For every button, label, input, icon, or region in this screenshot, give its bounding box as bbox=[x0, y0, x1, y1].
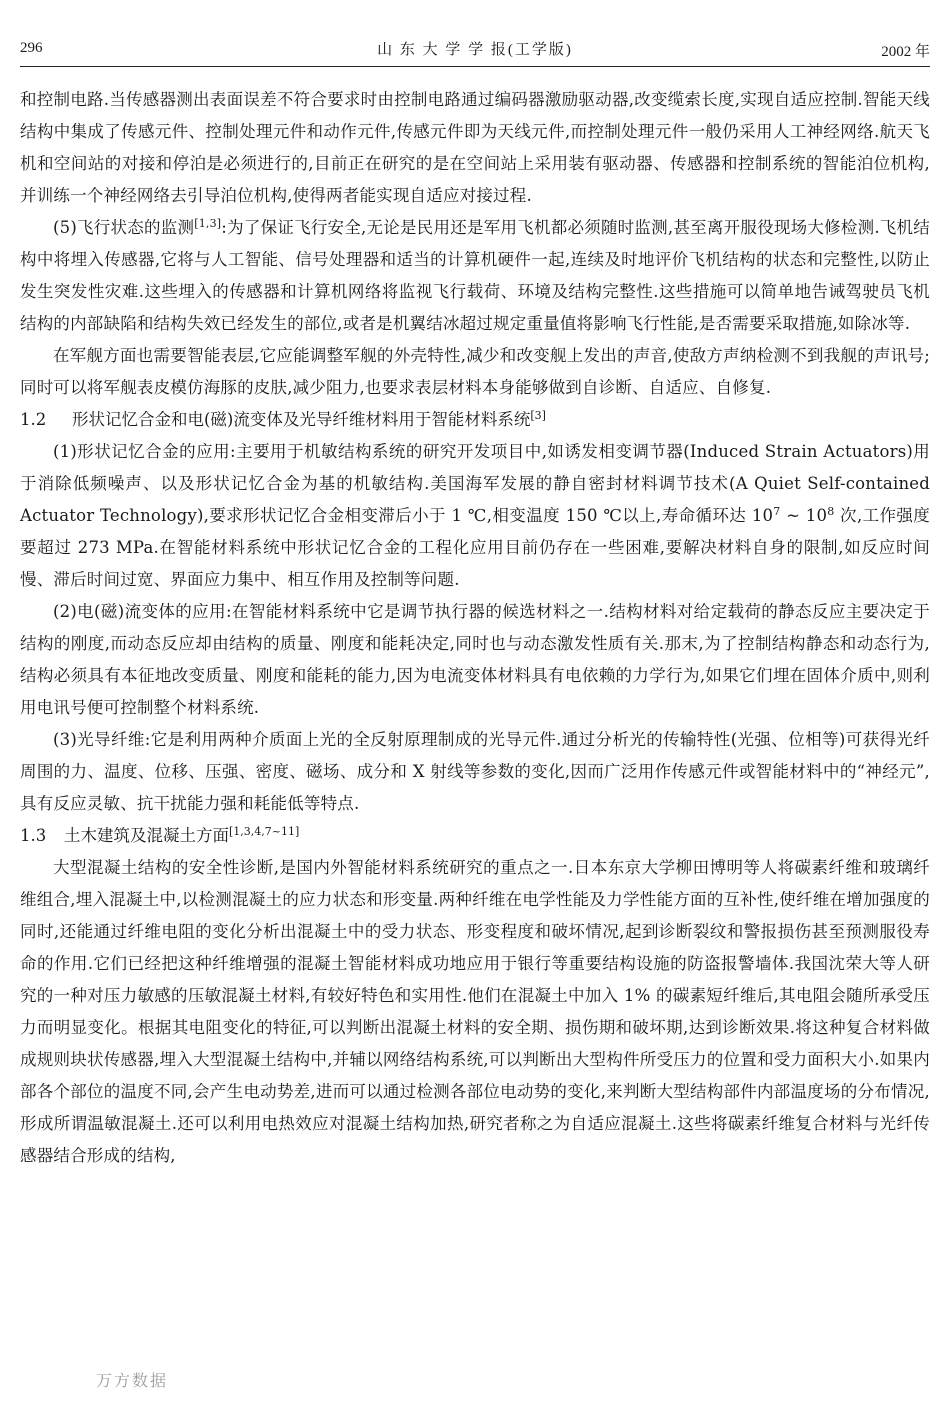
section-heading-1-3 bbox=[20, 820, 930, 852]
watermark: 万方数据 bbox=[96, 1371, 169, 1390]
section-heading-1-2 bbox=[20, 404, 930, 436]
text-run: ~ 10 bbox=[780, 506, 828, 525]
exponent: 7 bbox=[773, 505, 781, 518]
citation-ref: [3] bbox=[530, 409, 546, 422]
text-run: 次,工作强度要超过 273 MPa.在智能材料系统中形状记忆合金的工程化应用目前仍存在一些困难,要解决材料自身的限制,如反应时间慢、滞后时间过宽、界面应力集中、相互作用及控制等问题. bbox=[20, 506, 930, 589]
publication-year: 2002 年 bbox=[881, 44, 930, 60]
article-body bbox=[20, 84, 930, 1172]
paragraph-continued: 和控制电路.当传感器测出表面误差不符合要求时由控制电路通过编码器激励驱动器,改变缆索长度,实现自适应控制.智能天线结构中集成了传感元件、控制处理元件和动作元件,传感元件即为天线元件,而控制处理元件一般仍采用人工神经网络.航天飞机和空间站的对接和停泊是必须进行的,目前正在研究的是在空间站上采用装有驱动器、传感器和控制系统的智能泊位机构,并训练一个神经网络去引导泊位机构,使得两者能实现自适应对接过程. bbox=[20, 90, 930, 205]
paragraph-concrete: 大型混凝土结构的安全性诊断,是国内外智能材料系统研究的重点之一.日本东京大学柳田博明等人将碳素纤维和玻璃纤维组合,埋入混凝土中,以检测混凝土的应力状态和形变量.两种纤维在电学性能及力学性能方面的互补性,使纤维在增加强度的同时,还能通过纤维电阻的变化分析出混凝土中的受力状态、形变程度和破坏情况,起到诊断裂纹和警报损伤甚至预测服役寿命的作用.它们已经把这种纤维增强的混凝土智能材料成功地应用于银行等重要结构设施的防盗报警墙体.我国沈荣大等人研究的一种对压力敏感的压敏混凝土材料,有较好特色和实用性.他们在混凝土中加入 1% 的碳素短纤维后,其电阻会随所承受压力而明显变化。根据其电阻变化的特征,可以判断出混凝土材料的安全期、损伤期和破坏期,达到诊断效果.将这种复合材料做成规则块状传感器,埋入大型混凝土结构中,并辅以网络结构系统,可以判断出大型构件所受压力的位置和受力面积大小.如果内部各个部位的温度不同,会产生电动势差,进而可以通过检测各部位电动势的变化,来判断大型结构部件内部温度场的分布情况,形成所谓温敏混凝土.还可以利用电热效应对混凝土结构加热,研究者称之为自适应混凝土.这些将碳素纤维复合材料与光纤传感器结合形成的结构, bbox=[20, 858, 930, 1165]
citation-ref: [1,3,4,7~11] bbox=[229, 825, 300, 838]
paragraph-shape-memory-alloy bbox=[20, 436, 930, 596]
section-title: 土木建筑及混凝土方面 bbox=[64, 826, 229, 845]
paragraph-warship: 在军舰方面也需要智能表层,它应能调整军舰的外壳特性,减少和改变舰上发出的声音,使敌方声纳检测不到我舰的声讯号;同时可以将军舰表皮模仿海豚的皮肤,减少阻力,也要求表层材料本身能够做到自诊断、自适应、自修复. bbox=[20, 346, 930, 397]
page-number: 296 bbox=[20, 40, 43, 56]
item-body: :为了保证飞行安全,无论是民用还是军用飞机都必须随时监测,甚至离开服役现场大修检测.飞机结构中将埋入传感器,它将与人工智能、信号处理器和适当的计算机硬件一起,连续及时地评价飞机结构的状态和完整性,以防止发生突发性灾难.这些埋入的传感器和计算机网络将监视飞行载荷、环境及结构完整性.这些措施可以简单地告诫驾驶员飞机结构的内部缺陷和结构失效已经发生的部位,或者是机翼结冰超过规定重量值将影响飞行性能,是否需要采取措施,如除冰等. bbox=[20, 218, 930, 333]
running-header bbox=[20, 30, 930, 67]
section-number: 1.2 bbox=[20, 410, 47, 429]
item-head: (5)飞行状态的监测 bbox=[53, 218, 195, 237]
journal-title: 山 东 大 学 学 报(工学版) bbox=[377, 42, 573, 58]
paragraph-optical-fiber: (3)光导纤维:它是利用两种介质面上光的全反射原理制成的光导元件.通过分析光的传输特性(光强、位相等)可获得光纤周围的力、温度、位移、压强、密度、磁场、成分和 X 射线等参数的变化,因而广泛用作传感元件或智能材料中的“神经元”,具有反应灵敏、抗干扰能力强和耗能低等特点. bbox=[20, 730, 930, 813]
citation-ref: [1,3] bbox=[194, 217, 222, 230]
section-title: 形状记忆合金和电(磁)流变体及光导纤维材料用于智能材料系统 bbox=[72, 410, 531, 429]
text-run: (1)形状记忆合金的应用:主要用于机敏结构系统的研究开发项目中,如诱发相变调节器(Induced Strain Actuators)用于消除低频噪声、以及形状记忆合金为基的机敏结构.美国海军发展的静自密封材料调节技术(A Quiet Self-contained Actuator Technology),要求形状记忆合金相变滞后小于 1 ℃,相变温度 150 ℃以上,寿命循环达 10 bbox=[20, 442, 930, 525]
paragraph-electrorheological: (2)电(磁)流变体的应用:在智能材料系统中它是调节执行器的候选材料之一.结构材料对给定载荷的静态反应主要决定于结构的刚度,而动态反应却由结构的质量、刚度和能耗决定,同时也与动态激发性质有关.那末,为了控制结构静态和动态行为,结构必须具有本征地改变质量、刚度和能耗的能力,因为电流变体材料具有电依赖的力学行为,如果它们埋在固体介质中,则利用电讯号便可控制整个材料系统. bbox=[20, 602, 930, 717]
exponent: 8 bbox=[827, 505, 835, 518]
paragraph-flight-monitoring bbox=[20, 212, 930, 340]
section-number: 1.3 bbox=[20, 826, 47, 845]
